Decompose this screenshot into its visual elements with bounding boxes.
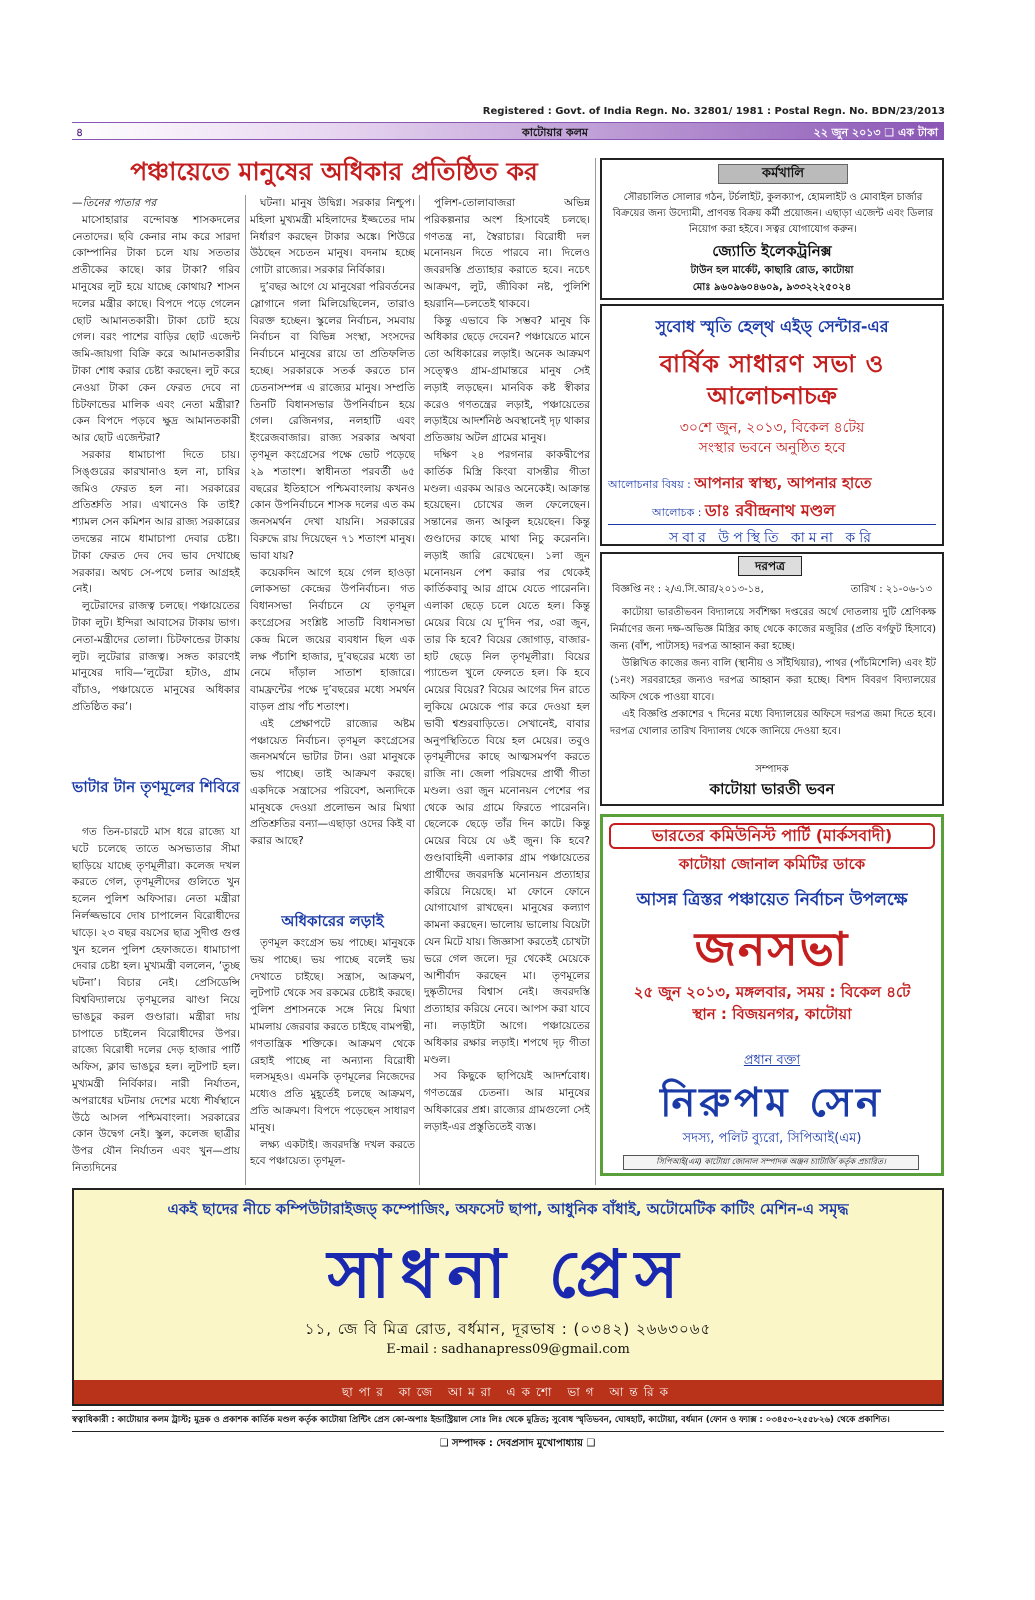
article-column-1-lower <box>72 824 240 1184</box>
paragraph: পুলিশ-তোলাবাজরা অভিন্ন পরিকল্পনার অংশ হিসাবেই চলছে। গণতন্ত্র না, স্বৈরাচার। বিরোধী দল মনোনয়ন দিতে পারবে না। দিলেও জবরদস্তি প্রত্যাহার করাতে হবে। নচেৎ আক্রমণ, লুট, জীবিকা নষ্ট, পুলিশি হয়রানি—চলতেই থাকবে। <box>424 197 590 310</box>
paragraph: গত তিন-চারটে মাস ধরে রাজ্যে যা ঘটে চলেছে তাতে অসভ্যতার সীমা ছাড়িয়ে যাচ্ছে তৃণমূলীরা। কলেজ দখল করতে গেল, তৃণমূলীদের গুলিতে খুন হলেন পুলিশ অফিসার। নেতা মন্ত্রীরা নির্লজ্জভাবে দোষ চাপালেন বিরোধীদের ঘাড়ে। ২৩ বছর বয়সের ছাত্র সুদীপ্ত গুপ্ত খুন হলেন পুলিশ হেফাজতে। ধামাচাপা দেবার চেষ্টা হল। মুখ্যমন্ত্রী বললেন, ‘তুচ্ছ ঘটনা’। বিচার নেই। প্রেসিডেন্সি বিশ্ববিদ্যালয়ে তৃণমূলের ঝাণ্ডা নিয়ে ভাঙচুর করল গুণ্ডারা। মন্ত্রীরা দায় চাপাতে চাইলেন বিরোধীদের উপর। রাজ্যে বিরোধী দলের দেড় হাজার পার্টি অফিস, ক্লাব ভাঙচুর হল। লুটপাট হল। মুখ্যমন্ত্রী নির্বিকার। নারী নির্যাতন, অপরাধের ঘটনায় দেশের মধ্যে শীর্ষস্থানে উঠে আসল পশ্চিমবাংলা। সরকারের কোন উদ্বেগ নেই। স্কুল, কলেজ ছাত্রীর উপর যৌন নির্যাতন এবং খুন—প্রায় নিত্যদিনের <box>72 826 240 1174</box>
tender-sign-org: কাটোয়া ভারতী ভবন <box>709 780 835 798</box>
job-ad-box <box>600 158 944 300</box>
paragraph: সব কিছুকে ছাপিয়েই আদর্শবোধ। গণতন্ত্রের চেতনা। আর মানুষের অধিকারের প্রশ্ন। রাজ্যের গ্রামগুলো সেই লড়াই-এর প্রস্তুতিতেই ব্যস্ত। <box>424 1070 590 1133</box>
editor-line: ❑ সম্পাদক : দেবপ্রসাদ মুখোপাধ্যায় ❑ <box>439 1438 596 1449</box>
paragraph: তৃণমূল কংগ্রেস ভয় পাচ্ছে। মানুষকে ভয় পাচ্ছে। ভয় পাচ্ছে বলেই ভয় দেখাতে চাইছে। সন্ত্রাস, আক্রমণ, লুটপাট থেকে সব রকমের চেষ্টাই করছে। পুলিশ প্রশাসনকে সঙ্গে নিয়ে মিথ্যা মামলায় জেরবার করতে চাইছে বামপন্থী, গণতান্ত্রিক শক্তিকে। আক্রমণ থেকে রেহাই পাচ্ছে না অন্যান্য বিরোধী দলসমূহও। এমনকি তৃণমূলের নিজেদের মধ্যেও প্রতি মুহূর্তেই চলছে আক্রমণ, প্রতি আক্রমণ। বিপদে পড়েছেন সাধারণ মানুষ। <box>250 937 415 1134</box>
rally-occasion: আসন্ন ত্রিস্তর পঞ্চায়েত নির্বাচন উপলক্ষে <box>636 890 908 910</box>
job-ad-shop: জ্যোতি ইলেকট্রনিক্স <box>712 242 832 260</box>
press-address: ১১, জে বি মিত্র রোড, বর্ধমান, দূরভাষ : (০৩৪২) ২৬৬৩০৬৫ <box>304 1320 712 1338</box>
tender-title: দরপত্র <box>738 556 802 576</box>
chief-speaker-title: সদস্য, পলিট ব্যুরো, সিপিআই(এম) <box>682 1131 862 1146</box>
article-column-3 <box>424 195 590 1185</box>
health-org-name: সুবোধ স্মৃতি হেল্থ এইড্ সেন্টার-এর <box>655 317 889 336</box>
page-number: ৪ <box>76 126 84 139</box>
rally-date: ২৫ জুন ২০১৩, মঙ্গলবার, সময় : বিকেল ৪টে <box>633 983 911 1001</box>
paragraph: ঘটনা। মানুষ উদ্বিগ্ন। সরকার নিশ্চুপ। মহিলা মুখ্যমন্ত্রী মহিলাদের ইজ্জতের দাম নির্ধারণ করছেন টাকার অঙ্কে। শিউরে উঠছেন সচেতন মানুষ। বদনাম হচ্ছে গোটা রাজ্যের। সরকার নির্বিকার। <box>250 197 415 277</box>
article-column-1 <box>72 195 240 740</box>
masthead-bar <box>72 122 944 140</box>
health-ad-title-line2: আলোচনাচক্র <box>707 382 837 410</box>
cpi-rally-ad <box>600 814 944 1176</box>
divider <box>72 1431 944 1432</box>
chief-speaker-label: প্রধান বক্তা <box>743 1053 801 1068</box>
job-ad-title: কর্মখালি <box>718 164 848 184</box>
paragraph: কয়েকদিন আগে হয়ে গেল হাওড়া লোকসভা কেন্দ্রের উপনির্বাচন। গত বিধানসভা নির্বাচনে যে তৃণমূল কংগ্রেসের সংশ্লিষ্ট সাতটি বিধানসভা কেন্দ্র মিলে জয়ের ব্যবধান ছিল এক লক্ষ পঁচাশি হাজার, দু’বছরের মধ্যে তা নেমে দাঁড়াল সাতাশ হাজারে। বামফ্রন্টের পক্ষে দু’বছরের মধ্যে সমর্থন বাড়ল প্রায় পাঁচ শতাংশ। <box>250 566 415 713</box>
article-headline: পঞ্চায়েতে মানুষের অধিকার প্রতিষ্ঠিত কর <box>130 157 538 186</box>
paragraph: এই বিজ্ঞপ্তি প্রকাশের ৭ দিনের মধ্যে বিদ্যালয়ের অফিসে দরপত্র জমা দিতে হবে। দরপত্র খোলার তারিখ বিদ্যালয় থেকে জানিয়ে দেওয়া হবে। <box>610 709 936 737</box>
paragraph: লুটেরাদের রাজত্ব চলছে। পঞ্চায়েতের টাকা লুট। ইন্দিরা আবাসের টাকায় ভাগ। নেতা-মন্ত্রীদের তোলা। চিটফান্ডের টাকায় লুট। লুটেরার রাজত্ব। সঙ্গত কারণেই মানুষের দাবি—‘লুটেরা হটাও, গ্রাম বাঁচাও, পঞ্চায়েতে মানুষের অধিকার প্রতিষ্ঠিত কর’। <box>72 600 240 713</box>
imprint-line: স্বত্বাধিকারী : কাটোয়ার কলম ট্রাস্ট; মুদ্রক ও প্রকাশক কার্তিক মণ্ডল কর্তৃক কাটোয়া প্রিন্টিং প্রেস কো-অপাঃ ইন্ডাস্ট্রিয়াল সোঃ লিঃ থেকে মুদ্রিত; সুবোধ স্মৃতিভবন, ঘোষহাট, কাটোয়া, বর্ধমান (ফোন ও ফ্যাক্স : ০৩৪৫৩-২৫৫৮২৬) থেকে প্রকাশিত। <box>72 1415 890 1425</box>
article-column-2-lower <box>250 935 415 1185</box>
continuation-note: —তিনের পাতার পর <box>72 197 157 209</box>
paragraph: এই প্রেক্ষাপটে রাজ্যের অষ্টম পঞ্চায়েত নির্বাচন। তৃণমূল কংগ্রেসের জনসমর্থনে ভাটার টান। ওরা মানুষকে ভয় পাচ্ছে। তাই আক্রমণ করছে। একদিকে সন্ত্রাসের পরিবেশ, অন্যদিকে মানুষকে দেওয়া প্রলোভন আর মিথ্যা প্রতিশ্রুতির বন্যা—এছাড়া ওদের কিই বা করার আছে? <box>250 717 415 848</box>
zonal-committee: কাটোয়া জোনাল কমিটির ডাকে <box>678 855 866 873</box>
health-ad-title: বার্ষিক সাধারণ সভা ও <box>659 350 885 378</box>
rally-place: স্থান : বিজয়নগর, কাটোয়া <box>692 1005 852 1023</box>
press-tagline: একই ছাদের নীচে কম্পিউটারাইজড্ কম্পোজিং, অফসেট ছাপা, আধুনিক বাঁধাই, অটোমেটিক কাটিং মেশিন-এ সমৃদ্ধ <box>167 1200 849 1218</box>
divider <box>72 1410 944 1411</box>
speaker-label: আলোচক : <box>652 506 702 519</box>
health-ad-venue: সংস্থার ভবনে অনুষ্ঠিত হবে <box>698 440 846 456</box>
press-name: সাধনা প্রেস <box>327 1236 689 1313</box>
paragraph: মাসোহারার বন্দোবস্ত শাসকদলের নেতাদের। ছবি কেনার নাম করে সারদা কোম্পানির টাকা চলে যায় সততার প্রতীকের কাছে। কার টাকা? গরিব মানুষের লুট হয়ে যাচ্ছে কোথায়? শাসন দলের মন্ত্রীর কাছে। বিপদে পড়ে গেলেন ছোট আমানতকারী। টাকা চোট হয়ে গেল। বরং পাশের বাড়ির ছোট এজেন্ট জমি-জায়গা বিক্রি করে আমানতকারীর টাকা শোধ করার চেষ্টা করছেন। লুট করে নেওয়া টাকা কেন ফেরত দেবে না চিটফান্ডের মালিক এবং নেতা মন্ত্রীরা? কেন বিপদে পড়বে ক্ষুদ্র আমানতকারী আর ছোট এজেন্টরা? <box>72 213 240 445</box>
tender-notice-number: বিজ্ঞপ্তি নং : ২/এ.সি.আর/২০১৩-১৪, <box>612 584 764 595</box>
health-ad-topic <box>608 472 938 497</box>
paragraph: কিন্তু এভাবে কি সম্ভব? মানুষ কি অধিকার ছেড়ে দেবেন? পঞ্চায়েতে মানে তো অধিকারের লড়াই। অনেক আক্রমণ সত্ত্বেও গ্রাম-গ্রামান্তরে মানুষ সেই লড়াই লড়ছেন। মানবিক কষ্ট স্বীকার করেও গণতন্ত্রের লড়াই, পঞ্চায়েতের লড়াইয়ে আদর্শনিষ্ঠ অবস্থানেই দৃঢ় থাকার প্রতিজ্ঞায় অটল গ্রামের মানুষ। <box>424 314 590 445</box>
tender-body <box>610 604 936 740</box>
speaker-value: ডাঃ রবীন্দ্রনাথ মণ্ডল <box>704 501 836 520</box>
paragraph: দক্ষিণ ২৪ পরগনার কাকদ্বীপের কার্তিক মিস্ত্রি কিংবা বাসন্তীর গীতা মণ্ডল। এরকম আরও অনেকেই। আক্রান্ত হয়েছেন। চোখের জল ফেলেছেন। সন্তানের জন্য আকুল হয়েছেন। কিন্তু গুণ্ডাদের কাছে মাথা নিচু করেননি। লড়াই জারি রেখেছেন। ১লা জুন মনোনয়ন পেশ করার পর থেকেই কার্তিকবাবু আর গ্রামে যেতে পারেননি। এলাকা ছেড়ে চলে যেতে হল। কিন্তু মেয়ের বিয়ে যে দু’দিন পর, ৩রা জুন, তার কি হবে? বিয়ের জোগাড়, বাজার-হাট ছেড়ে নিল তৃণমূলীরা। বিয়ের প্যান্ডেল খুলে ফেলতে হল। কি হবে মেয়ের বিয়ের? বিয়ের আগের দিন রাতে লুকিয়ে মেয়েকে পার করে দেওয়া হল ভাবী শ্বশুরবাড়িতে। সেখানেই, বাবার অনুপস্থিতিতে বিয়ে হল মেয়ের। তবুও তৃণমূলীদের কাছে আত্মসমর্পণ করতে রাজি না। জেলা পরিষদের প্রার্থী গীতা মণ্ডল। ওরা জুন মনোনয়ন পেশের পর থেকে আর গ্রামে ফিরতে পারেননি। ছেলেকে ছেড়ে তাঁর দিন কাটে। কিন্তু মেয়ের বিয়ে যে ৬ই জুন। কি হবে? গুণ্ডাবাহিনী এলাকার গ্রাম পঞ্চায়েতের প্রার্থীদের জবরদস্তি মনোনয়ন প্রত্যাহার করিয়ে নিয়েছে। মা ফোনে ফোনে যোগাযোগ রাখছেন। মানুষের কল্যাণ কামনা করছেন। ভালোয় ভালোয় বিয়েটা যেন মিটে যায়। জিজ্ঞাসা করতেই চোখটা ভরে গেল জলে। দূর থেকেই মেয়েকে আশীর্বাদ করছেন মা। তৃণমূলের দুষ্কৃতীদের বিশ্বাস নেই। জবরদস্তি প্রত্যাহার করিয়ে নেবে। আপস করা যাবে না। লড়াইটা আগে। পঞ্চায়েতের অধিকার রক্ষার লড়াই। শপথে দৃঢ় গীতা মণ্ডল। <box>424 448 590 1066</box>
issue-date-price: ২২ জুন ২০১৩ ❑ এক টাকা <box>813 126 938 139</box>
paragraph: কাটোয়া ভারতীভবন বিদ্যালয়ে সর্বশিক্ষা দপ্তরের অর্থে দোতলায় দুটি শ্রেণিকক্ষ নির্মাণের জন্য দক্ষ-অভিজ্ঞ মিস্ত্রির কাছ থেকে কাজের মজুরির (প্রতি বর্গফুট হিসাবে) জন্য (বাঁশ, পাটাসহ) দরপত্র আহ্বান করা হচ্ছে। <box>610 607 936 652</box>
subheading-bhatar-tan: ভাটার টান তৃণমূলের শিবিরে <box>72 778 240 796</box>
chief-speaker-name: নিরুপম সেন <box>660 1080 884 1126</box>
paper-name: কাটোয়ার কলম <box>522 126 589 139</box>
paragraph: দু’বছর আগে যে মানুষেরা পরিবর্তনের স্লোগানে গলা মিলিয়েছিলেন, তারাও বিরক্ত হচ্ছেন। স্কুলের নির্বাচন, সমবায় নির্বাচন বা বিভিন্ন সংস্থা, সংসদের নির্বাচনে মানুষের রায়ে তা প্রতিফলিত হচ্ছে। সরকারকে সতর্ক করতে চান চেতনাসম্পন্ন এ রাজ্যের মানুষ। সম্প্রতি তিনটি বিধানসভার উপনির্বাচন হয়ে গেল। রেজিনগর, নলহাটি এবং ইংরেজবাজার। রাজ্য সরকার অথবা তৃণমূল কংগ্রেসের পক্ষে ভোট পড়েছে ২৯ শতাংশ। স্বাধীনতা পরবর্তী ৬৫ বছরের ইতিহাসে পশ্চিমবাংলায় কখনও কোন উপনির্বাচনে শাসক দলের এত কম জনসমর্থন দেখা যায়নি। সরকারের বিরুদ্ধে রায় দিয়েছেন ৭১ শতাংশ মানুষ। ভাবা যায়? <box>250 280 415 562</box>
job-ad-phone: মোঃ ৯৬০৯৬০৪৬০৯, ৯৩৩২২২৫০২৪ <box>692 282 852 293</box>
paragraph: উল্লিখিত কাজের জন্য বালি (স্থানীয় ও সাঁইথিয়ার), পাথর (পাঁচমিশেলি) এবং ইট (১নং) সরবরাহের জন্যও দরপত্র আহ্বান করা হচ্ছে। বিশদ বিবরণ বিদ্যালয়ের অফিস থেকে পাওয়া যাবে। <box>610 658 936 703</box>
health-ad-welcome: সবার উপস্থিতি কামনা করি <box>669 530 875 546</box>
column-divider <box>595 158 596 1185</box>
press-email: E-mail : sadhanapress09@gmail.com <box>386 1342 630 1357</box>
party-name: ভারতের কমিউনিস্ট পার্টি (মার্কসবাদী) <box>609 823 935 849</box>
subheading-adhikarer-lorai: অধিকারের লড়াই <box>281 912 384 930</box>
paragraph: লক্ষ্য একটাই। জবরদস্তি দখল করতে হবে পঞ্চায়েত। তৃণমূল- <box>250 1138 415 1168</box>
article-column-2 <box>250 195 415 885</box>
health-ad-date: ৩০শে জুন, ২০১৩, বিকেল ৪টেয় <box>679 420 865 436</box>
divider <box>608 524 936 525</box>
press-ad <box>72 1188 944 1406</box>
column-divider <box>419 195 420 1185</box>
health-ad-speaker <box>652 498 942 525</box>
rally-ad-credit: সিপিআই(এম) কাটোয়া জোনাল সম্পাদক অঞ্জন চ্যাটার্জি কর্তৃক প্রচারিত। <box>623 1155 919 1170</box>
job-ad-text: সৌরচালিত সোলার গঠন, টর্চলাইট, কুলক্যাপ, হোমলাইট ও মোবাইল চার্জার বিক্রয়ের জন্য উদ্যোমী, প্রাণবন্ত বিক্রয় কর্মী প্রয়োজন। এছাড়া এজেন্ট এবং ডিলার নিয়োগ করা হইবে। সত্বর যোগাযোগ করুন। <box>612 192 934 235</box>
tender-date: তারিখ : ২১-০৬-১৩ <box>850 584 932 595</box>
health-center-ad <box>600 304 944 546</box>
paragraph: সরকার ধামাচাপা দিতে চায়। সিঙ্গুরের কারখানাও হল না, চাষির জমিও ফেরত হল না। সরকারের প্রতিশ্রুতি সার। এখানেও কি তাই? শ্যামল সেন কমিশন আর রাজ্য সরকারের তদন্তের নামে ধামাচাপা দেবার চেষ্টা। টাকা ফেরত দেব দেব ভাব দেখাচ্ছে সরকার। অথচ সে-পথে চলার আগ্রহই নেই। <box>72 448 240 596</box>
rally-title: জনসভা <box>694 922 850 976</box>
tender-notice <box>600 552 944 806</box>
press-slogan-band: ছাপার কাজে আমরা একশো ভাগ আন্তরিক <box>74 1380 942 1404</box>
tender-sign-role: সম্পাদক <box>755 764 789 775</box>
topic-value: আপনার স্বাস্থ্য, আপনার হাতে <box>694 474 872 492</box>
registration-line: Registered : Govt. of India Regn. No. 32801/ 1981 : Postal Regn. No. BDN/23/2013 <box>482 106 945 117</box>
job-ad-address: টাউন হল মার্কেট, কাছারি রোড, কাটোয়া <box>690 265 854 276</box>
topic-label: আলোচনার বিষয় : <box>608 478 691 491</box>
column-divider <box>245 195 246 1185</box>
